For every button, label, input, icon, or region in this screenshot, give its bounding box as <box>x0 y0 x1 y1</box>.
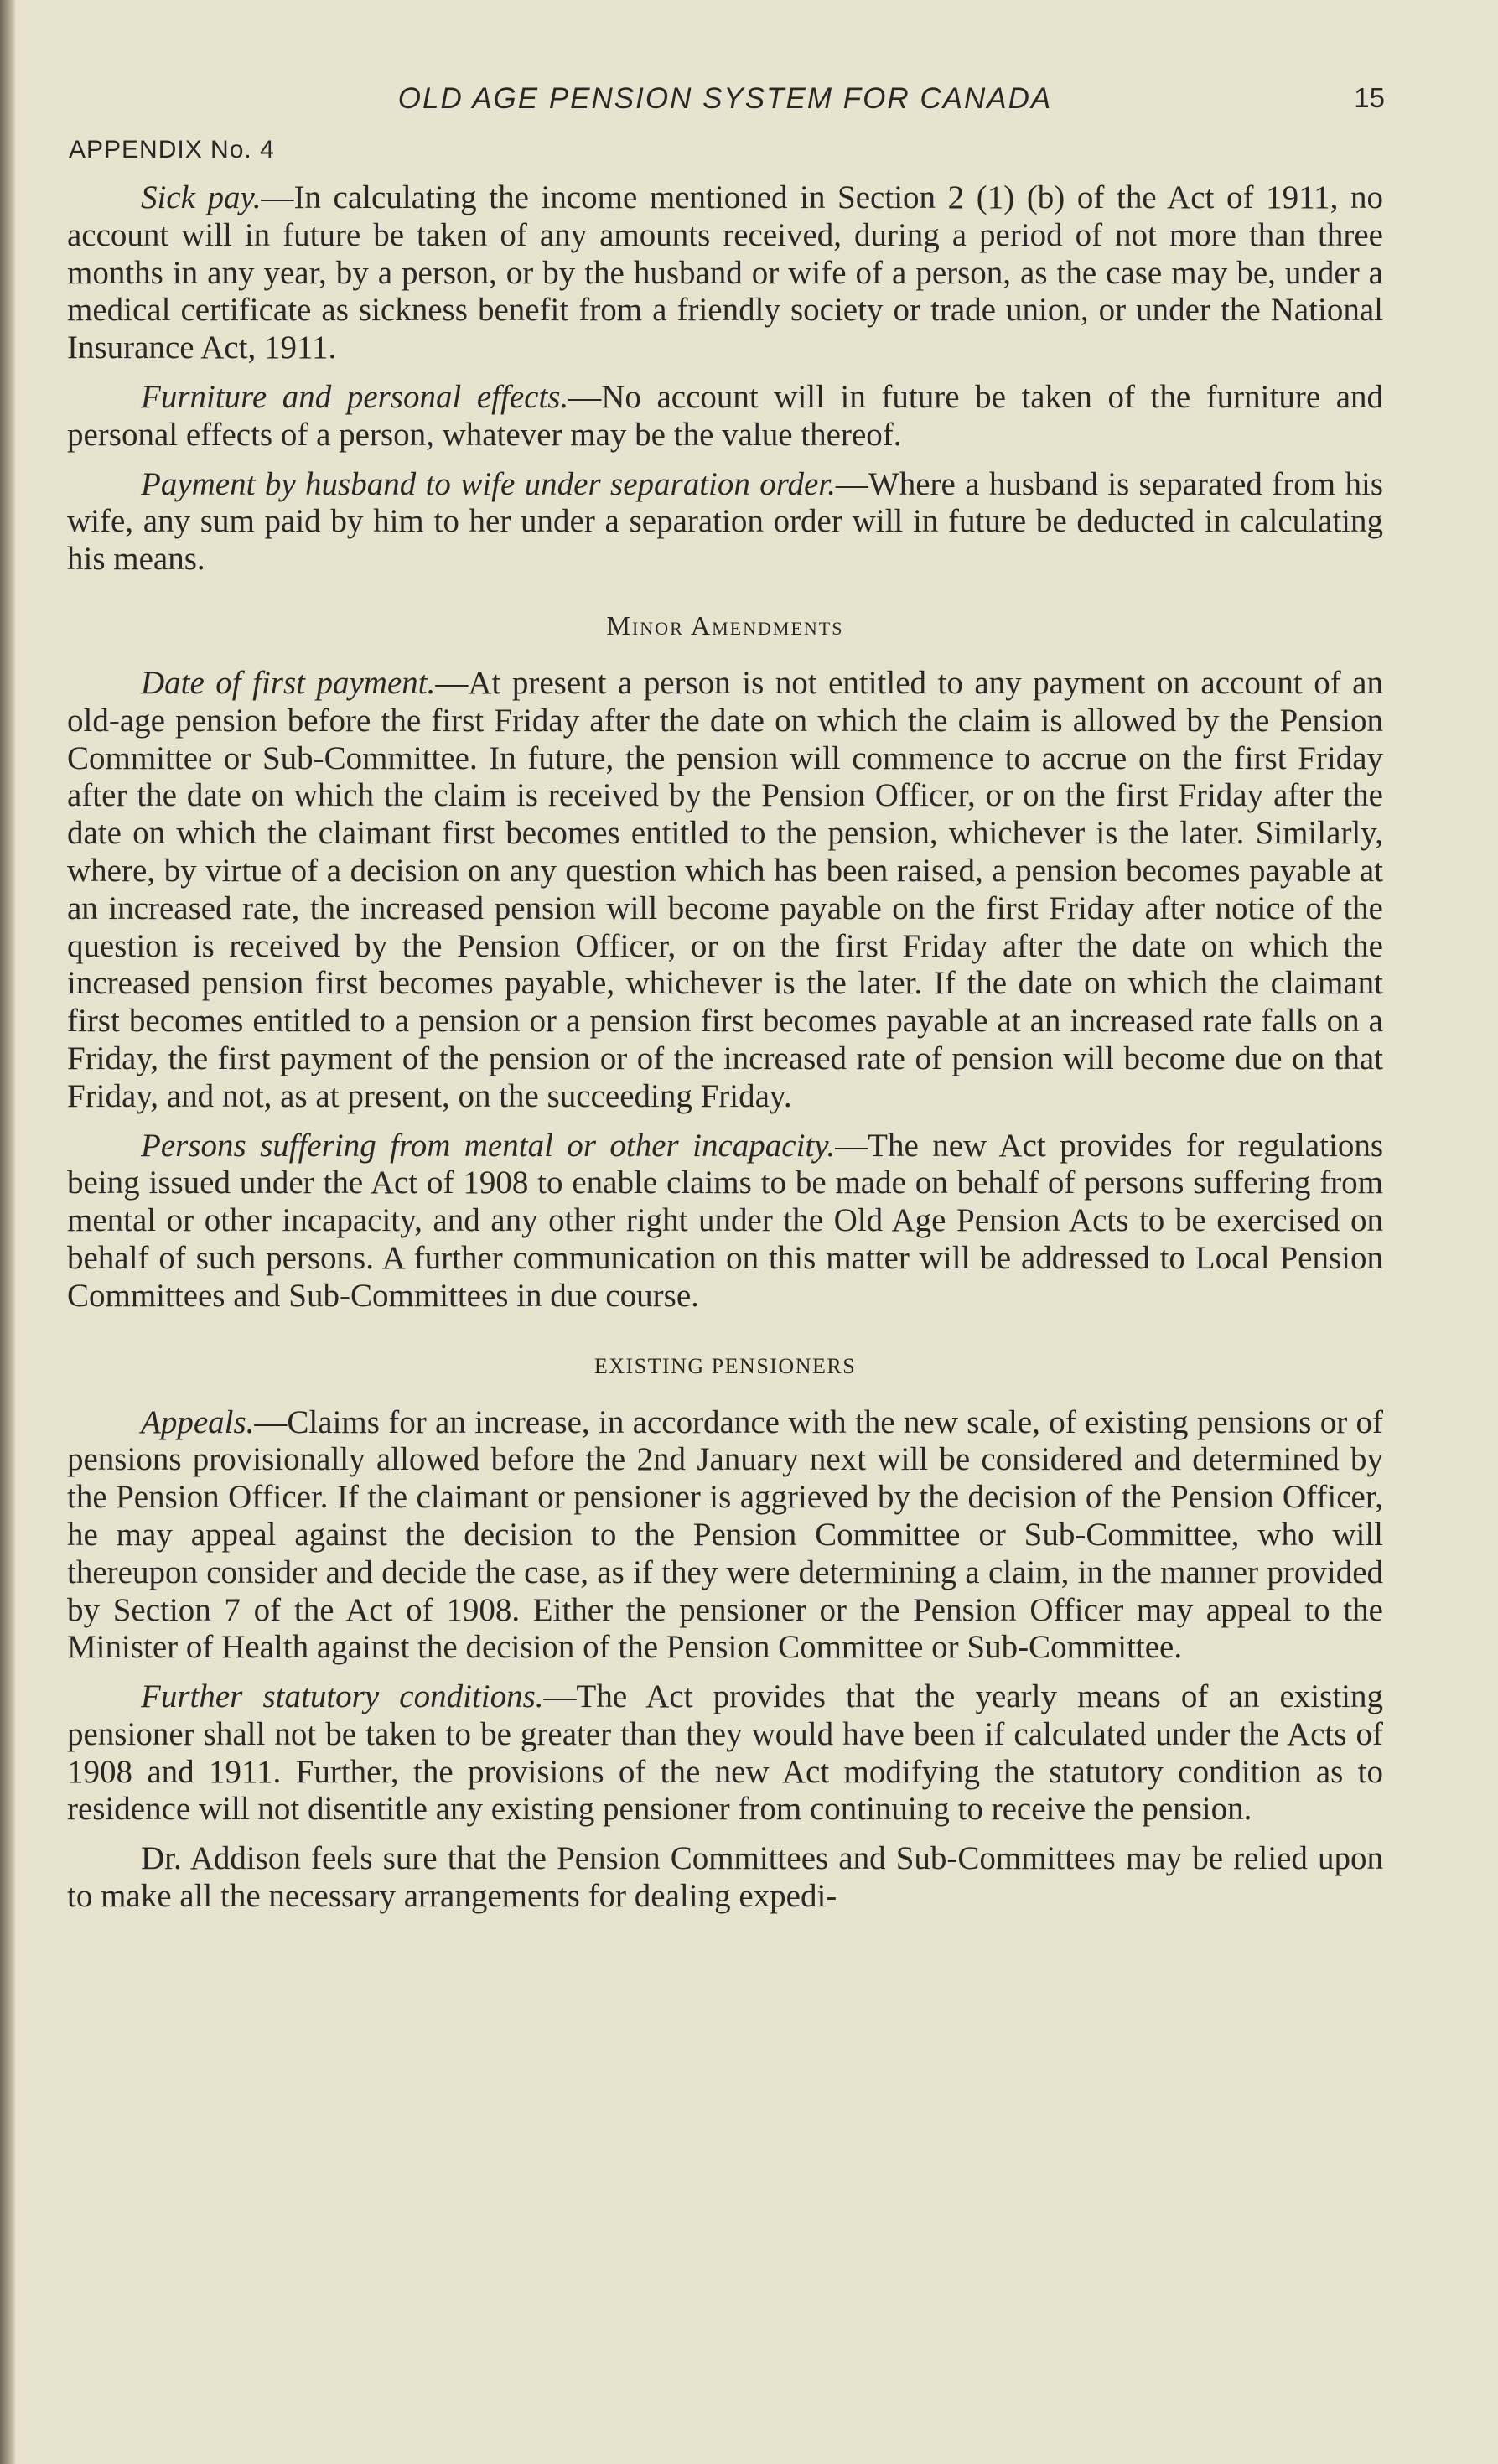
paragraph-sick-pay <box>67 179 1383 367</box>
paragraph-text: —Where a husband is separated from his wife, any sum paid by him to her under a separation order will in future be deducted in calculating his means. <box>67 465 1383 578</box>
document-page <box>67 75 1383 1927</box>
paragraph-text: —In calculating the income mentioned in Section 2 (1) (b) of the Act of 1911, no account will in future be taken of any amounts received, during a period of not more than three months in any year, by a person, or by the husband or wife of a person, as the case may be, under a medical certificate as sickness benefit from a friendly society or trade union, or under the National Insurance Act, 1911. <box>67 179 1383 366</box>
paragraph-text: —No account will in future be taken of the furniture and personal effects of a person, whatever may be the value thereof. <box>67 378 1383 453</box>
run-in-heading: Date of first payment. <box>141 664 436 701</box>
paragraph-mental-incapacity <box>67 1128 1383 1315</box>
paragraph-text: Dr. Addison feels sure that the Pension Committees and Sub-Committees may be relied upon to make all the necessary arrangements for dealing expedi- <box>67 1840 1383 1915</box>
paragraph-dr-addison <box>67 1840 1383 1916</box>
run-in-heading: Sick pay. <box>141 179 262 215</box>
run-in-heading: Persons suffering from mental or other incapacity. <box>141 1127 836 1164</box>
run-in-heading: Furniture and personal effects. <box>141 378 569 415</box>
section-heading-minor-amendments: Minor Amendments <box>606 610 844 641</box>
paragraph-text: —At present a person is not entitled to any payment on account of an old-age pension before the first Friday after the date on which the claim is allowed by the Pension Committee or Sub-Committee. In future, the pension will commence to accrue on the first Friday after the date on which the claim is received by the Pension Officer, or on the first Friday after the date on which the claimant first becomes entitled to the pension, whichever is the later. Similarly, where, by virtue of a decision on any question which has been raised, a pension becomes payable at an increased rate, the increased pension will become payable on the first Friday after notice of the question is received by the Pension Officer, or on the first Friday after the date on which the increased pension first becomes payable, whichever is the later. If the date on which the claimant first becomes entitled to a pension or a pension first becomes payable at an increased rate falls on a Friday, the first payment of the pension or of the increased rate of pension will become due on that Friday, and not, as at present, on the succeeding Friday. <box>67 664 1383 1114</box>
paragraph-appeals <box>67 1404 1383 1668</box>
appendix-label: APPENDIX No. 4 <box>69 136 275 163</box>
paragraph-text: —The new Act provides for regulations being issued under the Act of 1908 to enable claims to be made on behalf of persons suffering from mental or other incapacity, and any other right under the Old Age Pension Acts to be exercised on behalf of such persons. A further communication on this matter will be addressed to Local Pension Committees and Sub-Committees in due course. <box>67 1127 1384 1314</box>
paragraph-further-statutory-conditions <box>67 1678 1383 1829</box>
run-in-heading: Payment by husband to wife under separation order. <box>141 465 836 502</box>
binding-edge <box>0 0 15 2464</box>
page-number: 15 <box>1354 82 1385 113</box>
paragraph-furniture <box>67 379 1383 454</box>
run-in-heading: Further statutory conditions. <box>141 1678 544 1715</box>
paragraph-text: —The Act provides that the yearly means of an existing pensioner shall not be taken to be greater than they would have been if calculated under the Acts of 1908 and 1911. Further, the provisions of the new Act modifying the statutory condition as to residence will not disentitle any existing pensioner from continuing to receive the pension. <box>67 1678 1383 1828</box>
section-heading-existing-pensioners: EXISTING PENSIONERS <box>593 1353 857 1378</box>
running-head <box>67 75 1383 126</box>
paragraph-text: —Claims for an increase, in accordance with the new scale, of existing pensions or of pensions provisionally allowed before the 2nd January next will be considered and determined by the Pension Officer. If the claimant or pensioner is aggrieved by the decision of the Pension Officer, he may appeal against the decision to the Pension Committee or Sub-Committee, who will thereupon consider and decide the case, as if they were determining a claim, in the manner provided by Section 7 of the Act of 1908. Either the pensioner or the Pension Officer may appeal to the Minister of Health against the decision of the Pension Committee or Sub-Committee. <box>67 1403 1383 1666</box>
paragraph-separation-order <box>67 466 1383 578</box>
run-in-heading: Appeals. <box>141 1403 255 1440</box>
running-title: OLD AGE PENSION SYSTEM FOR CANADA <box>397 82 1053 115</box>
paragraph-date-of-first-payment <box>67 665 1383 1116</box>
